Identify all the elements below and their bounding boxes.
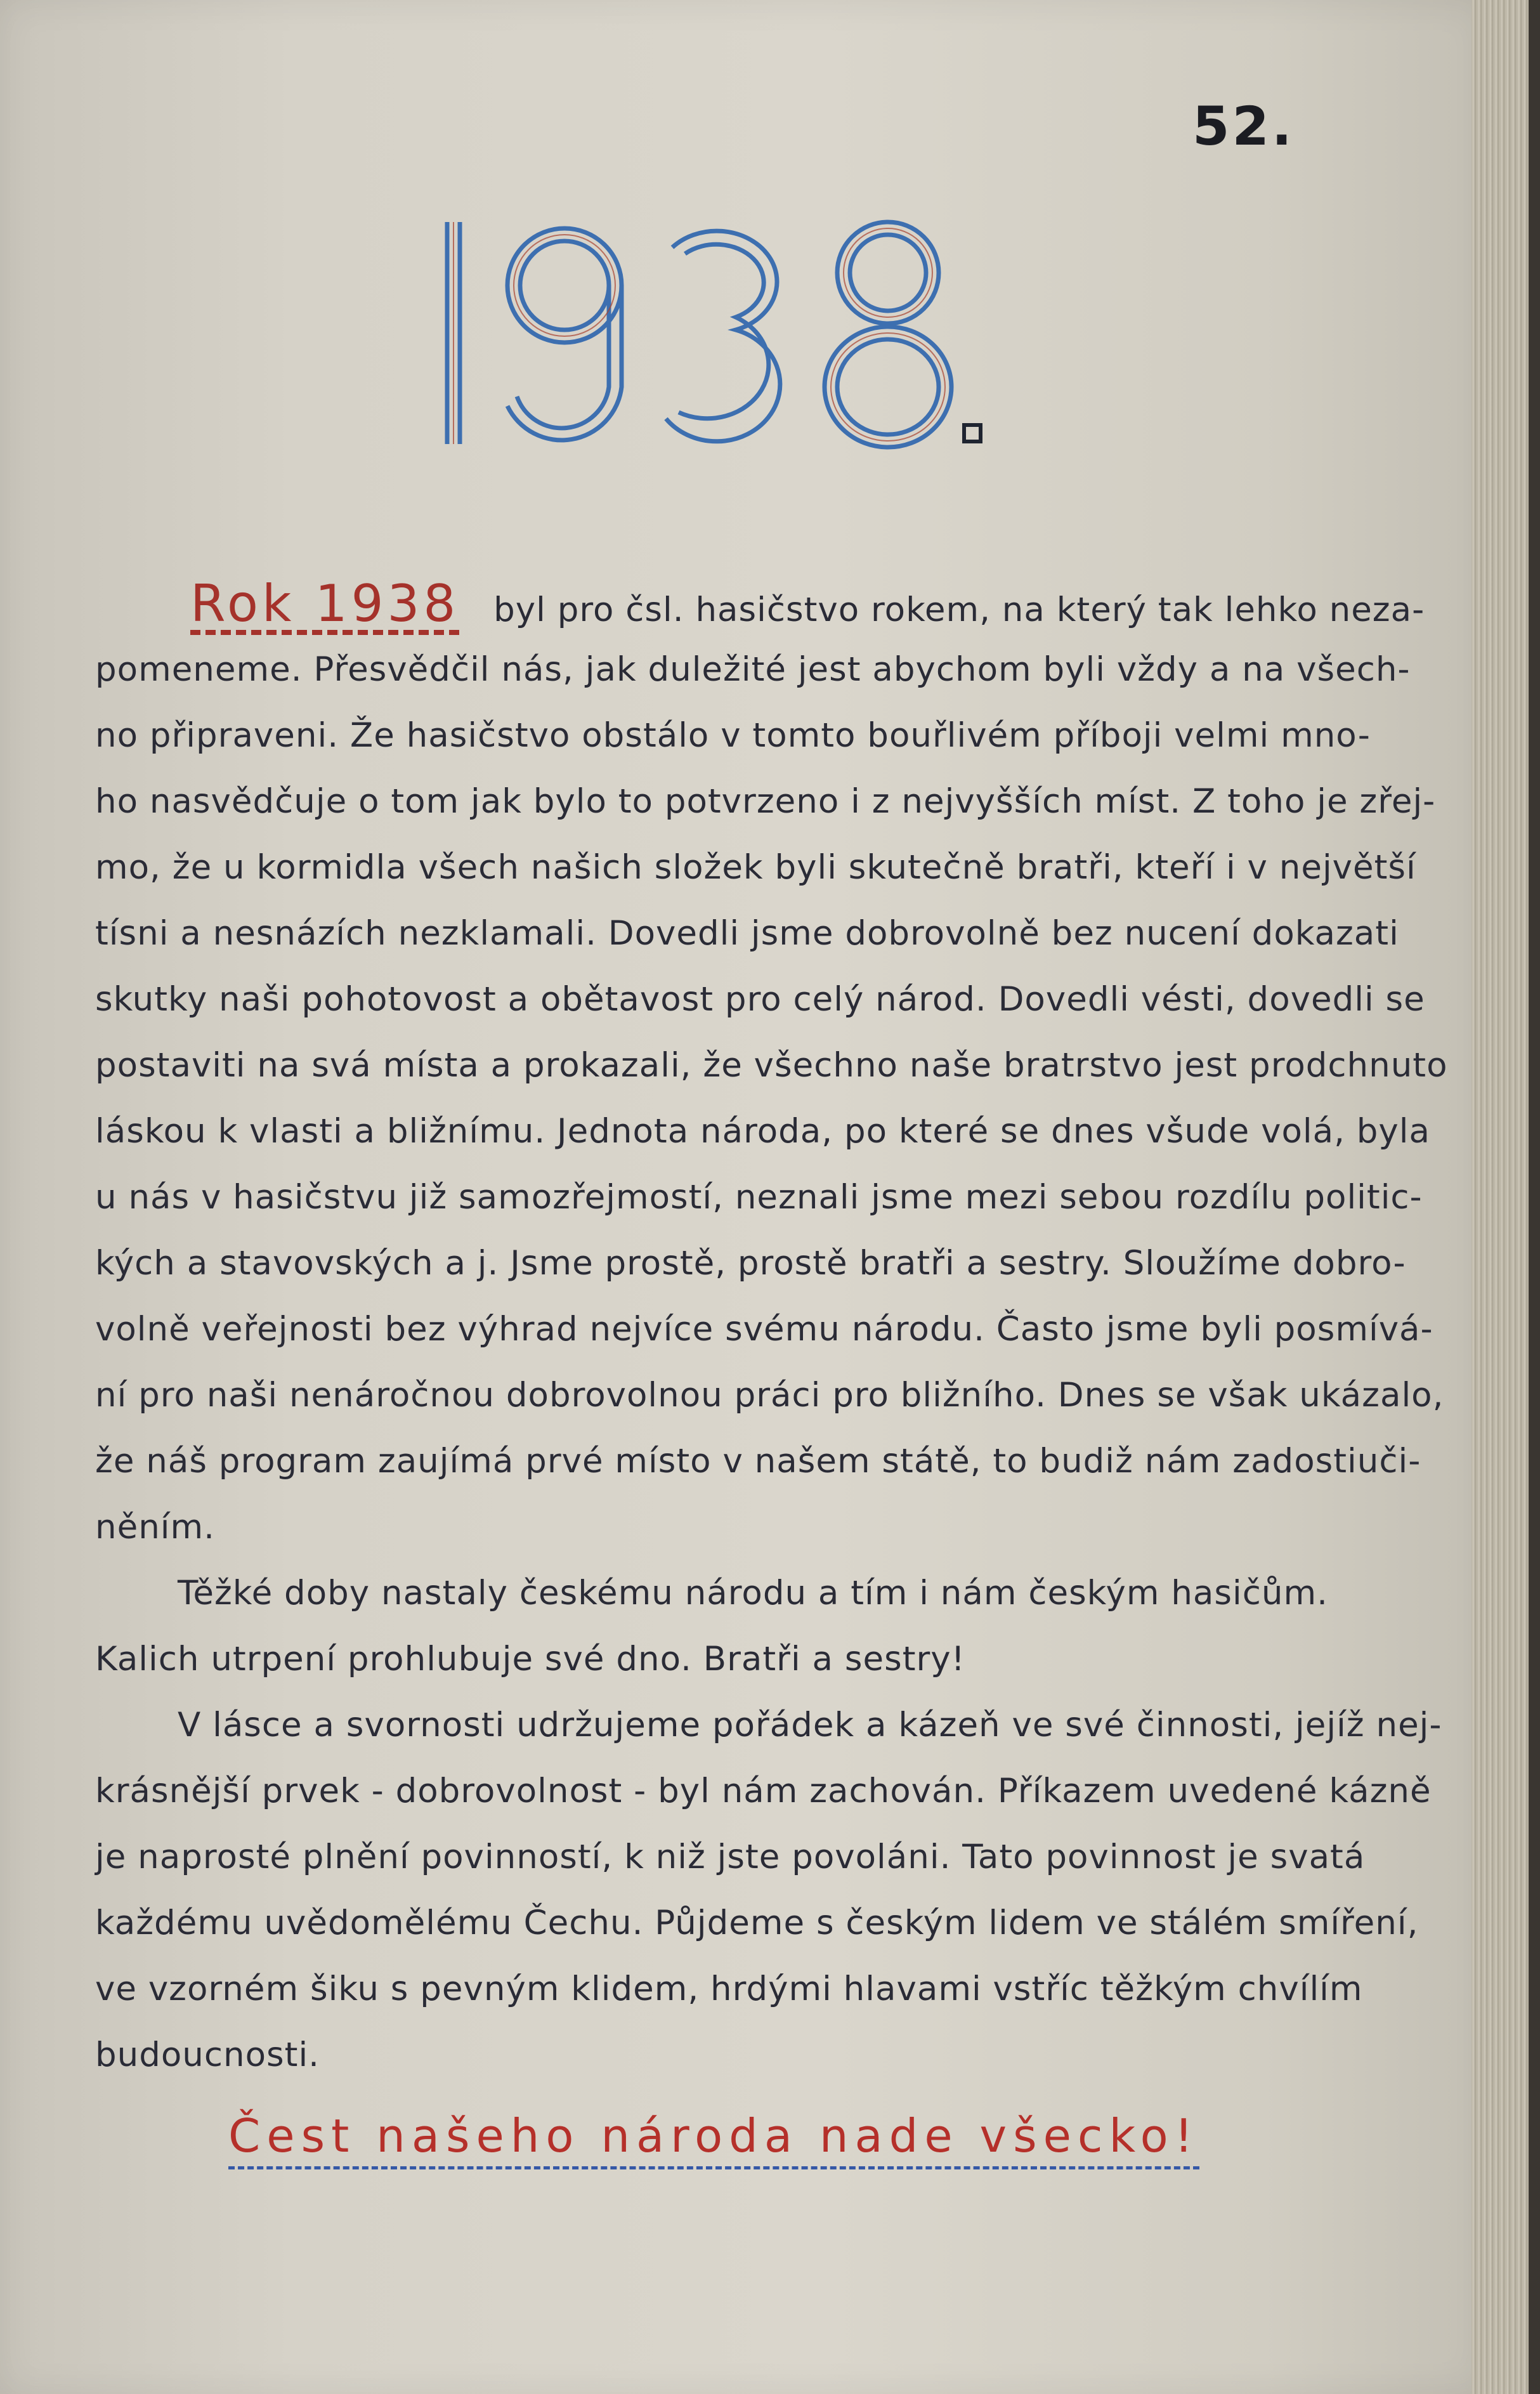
year-heading-graphic [419, 178, 1053, 469]
paragraph-3-line: je naprosté plnění povinností, k niž jste povoláni. Tato povinnost je svatá [95, 1838, 1366, 1876]
paragraph-3-line: každému uvědomělému Čechu. Půjdeme s českým lidem ve stálém smíření, [95, 1904, 1419, 1942]
paragraph-1-line: mo, že u kormidla všech našich složek byli skutečně bratři, kteří i v největší [95, 848, 1416, 887]
page-number: 52. [1192, 95, 1295, 157]
page-stack-edge [1471, 0, 1529, 2394]
paragraph-2-line: Těžké doby nastaly českému národu a tím i nám českým hasičům. [178, 1574, 1328, 1612]
paragraph-1-line: kých a stavovských a j. Jsme prostě, prostě bratři a sestry. Sloužíme dobro- [95, 1244, 1406, 1283]
year-heading-period [964, 425, 981, 442]
paragraph-3-line: budoucnosti. [95, 2036, 320, 2074]
handwritten-text [95, 571, 1448, 2088]
year-heading [419, 178, 1053, 469]
paragraph-1-line: no připraveni. Že hasičstvo obstálo v tomto bouřlivém příboji velmi mno- [95, 716, 1371, 755]
paragraph-3-line: V lásce a svornosti udržujeme pořádek a kázeň ve své činnosti, jejíž nej- [178, 1706, 1442, 1744]
paragraph-3-line: ve vzorném šiku s pevným klidem, hrdými hlavami vstříc těžkým chvílím [95, 1970, 1363, 2008]
paragraph-1-line: Rok 1938 byl pro čsl. hasičstvo rokem, na který tak lehko neza- [190, 574, 1425, 633]
paragraph-1-line: láskou k vlasti a bližnímu. Jednota národa, po které se dnes všude volá, byla [95, 1112, 1430, 1151]
paragraph-1-line: volně veřejnosti bez výhrad nejvíce svému národu. Často jsme byli posmívá- [95, 1310, 1433, 1349]
paragraph-1-line: postaviti na svá místa a prokazali, že všechno naše bratrstvo jest prodchnuto [95, 1046, 1448, 1085]
paragraph-1-line: ní pro naši nenáročnou dobrovolnou práci pro bližního. Dnes se však ukázalo, [95, 1376, 1444, 1415]
closing-motto: Čest našeho národa nade všecko! [228, 2109, 1199, 2169]
paragraph-1-line: tísni a nesnázích nezklamali. Dovedli jsme dobrovolně bez nucení dokazati [95, 914, 1399, 953]
paragraph-1-line: skutky naši pohotovost a obětavost pro celý národ. Dovedli vésti, dovedli se [95, 980, 1425, 1019]
paragraph-1-line: že náš program zaujímá prvé místo v našem státě, to budiž nám zadostiuči- [95, 1442, 1421, 1481]
lead-rok-1938: Rok 1938 [190, 574, 460, 633]
paragraph-1-line: u nás v hasičstvu již samozřejmostí, neznali jsme mezi sebou rozdílu politic- [95, 1178, 1423, 1217]
paragraph-1-line: ho nasvědčuje o tom jak bylo to potvrzeno i z nejvyšších míst. Z toho je zřej- [95, 782, 1436, 821]
paragraph-3-line: krásnější prvek - dobrovolnost - byl nám zachován. Příkazem uvedené kázně [95, 1772, 1432, 1810]
paragraph-2-line: Kalich utrpení prohlubuje své dno. Bratři a sestry! [95, 1640, 965, 1678]
paragraph-1-line: pomeneme. Přesvědčil nás, jak duležité jest abychom byli vždy a na všech- [95, 650, 1411, 689]
paragraph-1-line: něním. [95, 1508, 215, 1547]
